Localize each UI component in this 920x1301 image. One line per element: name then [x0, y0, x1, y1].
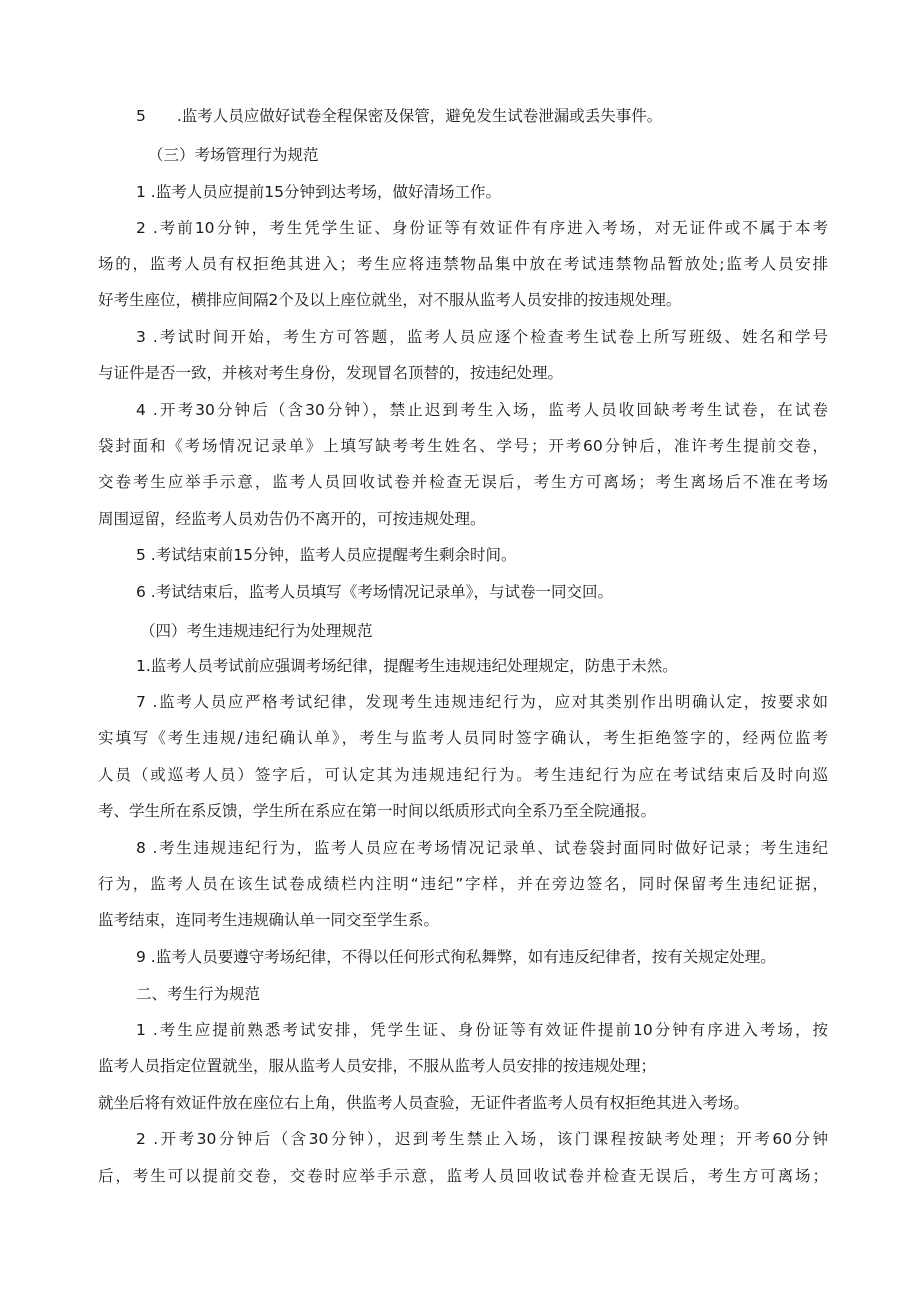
chapter-heading-2: 二、考生行为规范: [136, 985, 261, 1003]
para-line: 就坐后将有效证件放在座位右上角，供监考人员查验，无证件者监考人员有权拒绝其进入考场。: [98, 1094, 750, 1112]
para-line: 3 .考试时间开始，考生方可答题，监考人员应逐个检查考生试卷上所写班级、姓名和学号: [136, 328, 828, 346]
para-line: 7 .监考人员应严格考试纪律，发现考生违规违纪行为，应对其类别作出明确认定，按要求如: [136, 693, 828, 711]
para-line: 2 .开考30分钟后（含30分钟），迟到考生禁止入场，该门课程按缺考处理；开考60分钟: [136, 1130, 828, 1148]
para-line: 4 .开考30分钟后（含30分钟），禁止迟到考生入场，监考人员收回缺考考生试卷，在试卷: [136, 401, 828, 419]
para-line: 6 .考试结束后，监考人员填写《考场情况记录单》，与试卷一同交回。: [136, 583, 613, 601]
para-line: 1 .考生应提前熟悉考试安排，凭学生证、身份证等有效证件提前10分钟有序进入考场，按: [136, 1021, 828, 1039]
para-line: 9 .监考人员要遵守考场纪律，不得以任何形式徇私舞弊，如有违反纪律者，按有关规定处理。: [136, 948, 776, 966]
para-line: 袋封面和《考场情况记录单》上填写缺考考生姓名、学号；开考60分钟后，准许考生提前交卷，: [98, 437, 828, 455]
para-line: 人员（或巡考人员）签字后，可认定其为违规违纪行为。考生违纪行为应在考试结束后及时向巡: [98, 766, 828, 784]
para-line: 考、学生所在系反馈，学生所在系应在第一时间以纸质形式向全系乃至全院通报。: [98, 802, 657, 820]
para-line: 行为，监考人员在该生试卷成绩栏内注明“违纪”字样，并在旁边签名，同时保留考生违纪证据，: [98, 875, 828, 893]
para-line: 实填写《考生违规/违纪确认单》，考生与监考人员同时签字确认，考生拒绝签字的，经两位监考: [98, 729, 828, 747]
section-heading-3: （三）考场管理行为规范: [148, 146, 319, 164]
para-line: 交卷考生应举手示意，监考人员回收试卷并检查无误后，考生方可离场；考生离场后不准在考场: [98, 473, 828, 491]
para-line: 监考结束，连同考生违规确认单一同交至学生系。: [98, 911, 440, 929]
para-line: 1 .监考人员应提前15分钟到达考场，做好清场工作。: [136, 183, 501, 201]
para-5-line-1: 5 .监考人员应做好试卷全程保密及保管，避免发生试卷泄漏或丢失事件。: [136, 107, 663, 125]
para-line: 好考生座位，横排应间隔2个及以上座位就坐，对不服从监考人员安排的按违规处理。: [98, 291, 682, 309]
para-line: 2 .考前10分钟，考生凭学生证、身份证等有效证件有序进入考场，对无证件或不属于本考: [136, 219, 828, 237]
section-heading-4: （四）考生违规违纪行为处理规范: [140, 622, 373, 640]
para-line: 与证件是否一致，并核对考生身份，发现冒名顶替的，按违纪处理。: [98, 364, 564, 382]
para-line: 8 .考生违规违纪行为，监考人员应在考场情况记录单、试卷袋封面同时做好记录；考生违纪: [136, 839, 828, 857]
para-line: 1.监考人员考试前应强调考场纪律，提醒考生违规违纪处理规定，防患于未然。: [136, 657, 678, 675]
para-line: 周围逗留，经监考人员劝告仍不离开的，可按违规处理。: [98, 510, 486, 528]
para-line: 场的，监考人员有权拒绝其进入；考生应将违禁物品集中放在考试违禁物品暂放处;监考人员安排: [98, 255, 828, 273]
para-line: 后，考生可以提前交卷，交卷时应举手示意，监考人员回收试卷并检查无误后，考生方可离场；: [98, 1167, 828, 1185]
para-line: 5 .考试结束前15分钟，监考人员应提醒考生剩余时间。: [136, 546, 517, 564]
para-line: 监考人员指定位置就坐，服从监考人员安排，不服从监考人员安排的按违规处理；: [98, 1057, 657, 1075]
